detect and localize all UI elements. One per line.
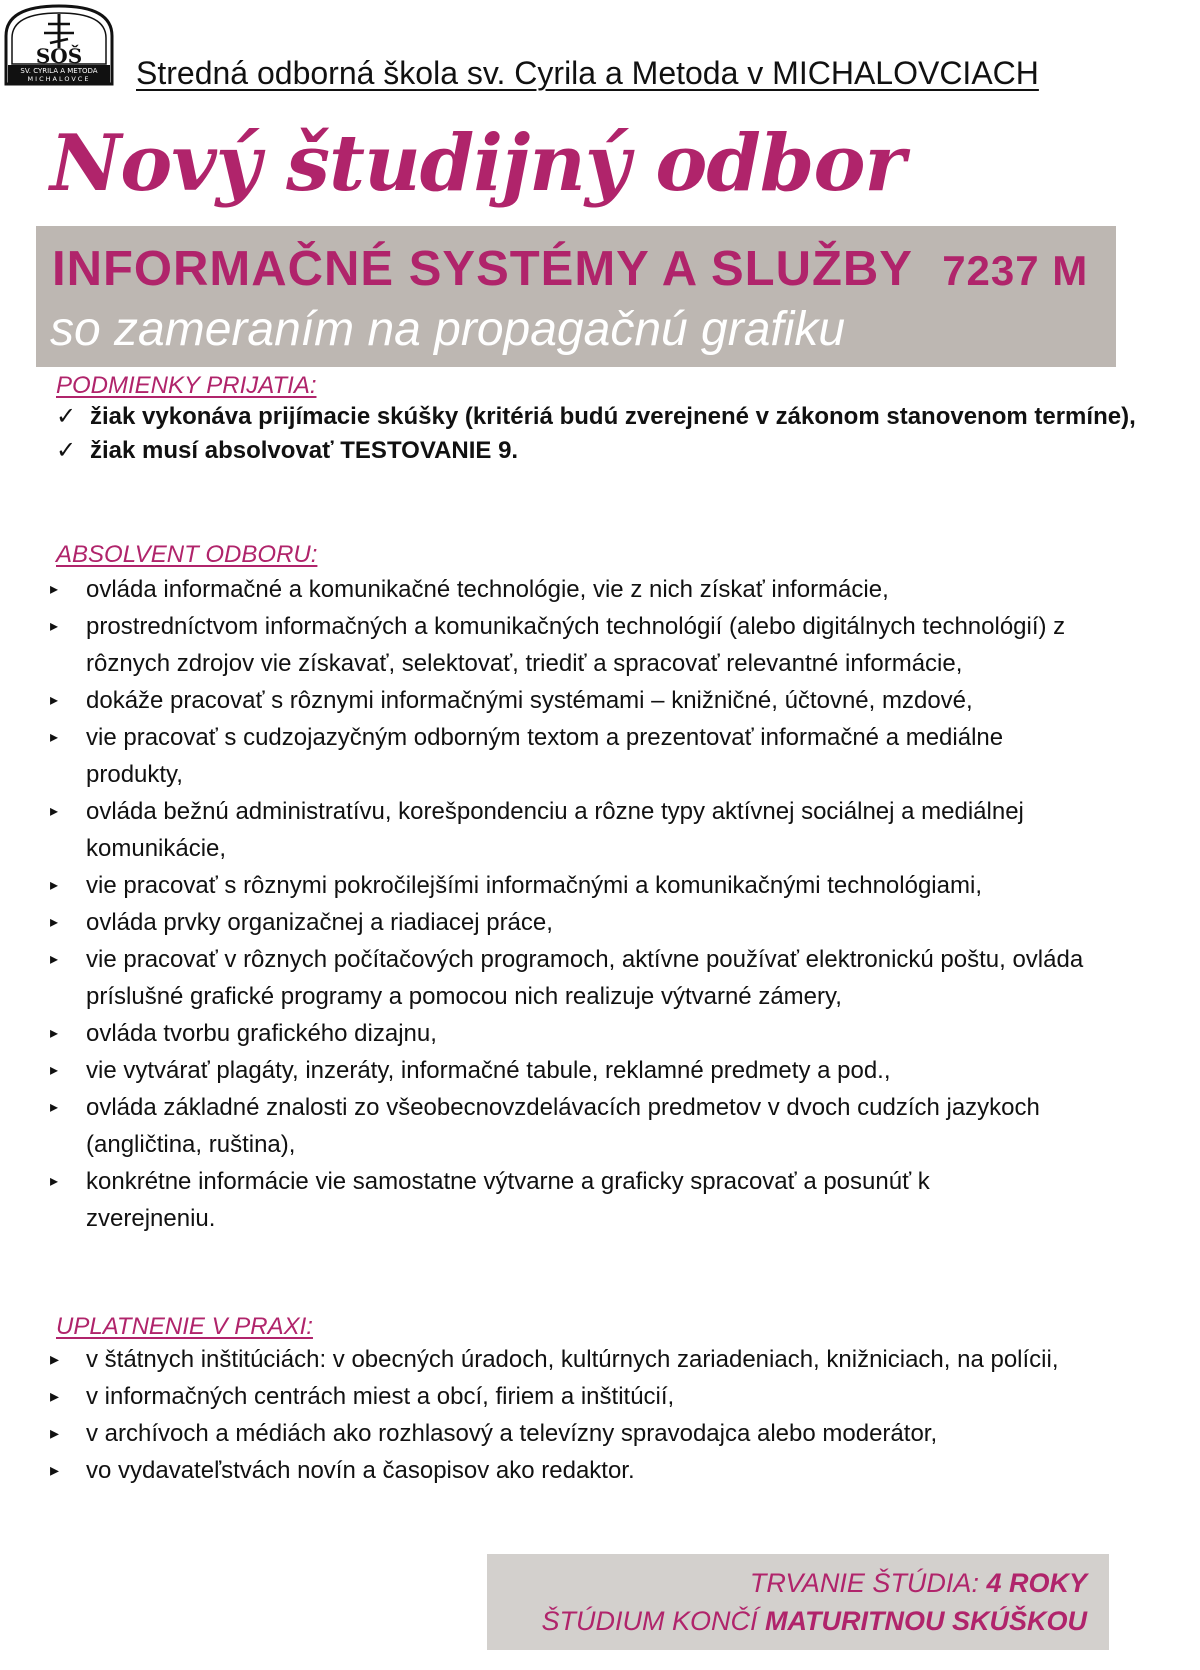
admission-heading: PODMIENKY PRIJATIA: [56, 372, 317, 399]
bullet-icon: ▸ [50, 1386, 60, 1406]
end-line [542, 1606, 1088, 1637]
list-item: ▸ v štátnych inštitúciách: v obecných úradoch, kultúrnych zariadeniach, knižniciach, na polícii, [50, 1341, 1200, 1378]
list-item: ▸ dokáže pracovať s rôznymi informačnými systémami – knižničné, účtovné, mzdové, [50, 682, 1180, 719]
admission-list [56, 400, 1166, 468]
bullet-icon: ▸ [50, 729, 59, 746]
bullet-icon: ▸ [50, 1423, 60, 1443]
bullet-icon: ▸ [50, 1349, 60, 1369]
list-item: ▸ vie pracovať v rôznych počítačových programoch, aktívne používať elektronickú poštu, ovláda príslušné grafické programy a pomocou nich realizuje výtvarné zámery, [50, 941, 1180, 1015]
school-logo [2, 2, 116, 86]
list-item: ▸ vo vydavateľstvách novín a časopisov ako redaktor. [50, 1452, 1200, 1489]
end-label: ŠTÚDIUM KONČÍ [541, 1606, 758, 1636]
bullet-icon: ▸ [50, 581, 59, 598]
list-item: ▸ ovláda tvorbu grafického dizajnu, [50, 1015, 1180, 1052]
practice-list [50, 1341, 1200, 1489]
end-value: MATURITNOU SKÚŠKOU [765, 1606, 1087, 1636]
list-item: ▸ ovláda bežnú administratívu, korešpondenciu a rôzne typy aktívnej sociálnej a mediálnej komunikácie, [50, 793, 1180, 867]
duration-value: 4 ROKY [986, 1568, 1087, 1598]
list-item: ▸ v archívoch a médiách ako rozhlasový a televízny spravodajca alebo moderátor, [50, 1415, 1200, 1452]
bullet-icon: ▸ [50, 1460, 60, 1480]
script-title: Nový študijný odbor [50, 118, 905, 209]
study-info-box [487, 1554, 1109, 1650]
graduate-list [50, 571, 1180, 1237]
practice-heading: UPLATNENIE V PRAXI: [56, 1313, 313, 1340]
program-name: INFORMAČNÉ SYSTÉMY A SLUŽBY [52, 242, 913, 296]
logo-town: MICHALOVCE [27, 75, 91, 83]
program-subtitle: so zameraním na propagačnú grafiku [50, 303, 846, 356]
bullet-icon: ▸ [50, 914, 59, 931]
list-item: ✓ žiak musí absolvovať TESTOVANIE 9. [56, 434, 1166, 468]
list-item: ▸ vie pracovať s cudzojazyčným odborným textom a prezentovať informačné a mediálne produkty, [50, 719, 1180, 793]
bullet-icon: ▸ [50, 618, 59, 635]
bullet-icon: ▸ [50, 951, 59, 968]
list-item: ▸ vie pracovať s rôznymi pokročilejšími informačnými a komunikačnými technológiami, [50, 867, 1180, 904]
program-banner [36, 226, 1116, 367]
check-icon: ✓ [56, 403, 77, 430]
school-name: Stredná odborná škola sv. Cyrila a Metoda v MICHALOVCIACH [136, 55, 1039, 91]
logo-letters: SOŠ [35, 44, 83, 68]
bullet-icon: ▸ [50, 803, 59, 820]
list-item: ▸ ovláda prvky organizačnej a riadiacej práce, [50, 904, 1180, 941]
bullet-icon: ▸ [50, 1173, 59, 1190]
list-item: ▸ v informačných centrách miest a obcí, firiem a inštitúcií, [50, 1378, 1200, 1415]
duration-label: TRVANIE ŠTÚDIA: [749, 1568, 979, 1598]
list-item: ▸ konkrétne informácie vie samostatne výtvarne a graficky spracovať a posunúť k zverejneniu. [50, 1163, 1180, 1237]
check-icon: ✓ [56, 437, 77, 464]
duration-line [750, 1568, 1087, 1599]
bullet-icon: ▸ [50, 877, 59, 894]
list-item: ▸ prostredníctvom informačných a komunikačných technológií (alebo digitálnych technológií) z rôznych zdrojov vie získavať, selektovať, triediť a spracovať relevantné informácie, [50, 608, 1180, 682]
program-title [52, 241, 1088, 297]
graduate-heading: ABSOLVENT ODBORU: [56, 541, 318, 568]
bullet-icon: ▸ [50, 1099, 59, 1116]
program-code: 7237 M [942, 247, 1089, 294]
bullet-icon: ▸ [50, 1062, 59, 1079]
bullet-icon: ▸ [50, 692, 59, 709]
logo-caption: SV. CYRILA A METODA [20, 67, 98, 75]
list-item: ✓ žiak vykonáva prijímacie skúšky (kritériá budú zverejnené v zákonom stanovenom termíne), [56, 400, 1166, 434]
list-item: ▸ ovláda informačné a komunikačné technológie, vie z nich získať informácie, [50, 571, 1180, 608]
list-item: ▸ vie vytvárať plagáty, inzeráty, informačné tabule, reklamné predmety a pod., [50, 1052, 1180, 1089]
bullet-icon: ▸ [50, 1025, 59, 1042]
list-item: ▸ ovláda základné znalosti zo všeobecnovzdelávacích predmetov v dvoch cudzích jazykoch (angličtina, ruština), [50, 1089, 1180, 1163]
